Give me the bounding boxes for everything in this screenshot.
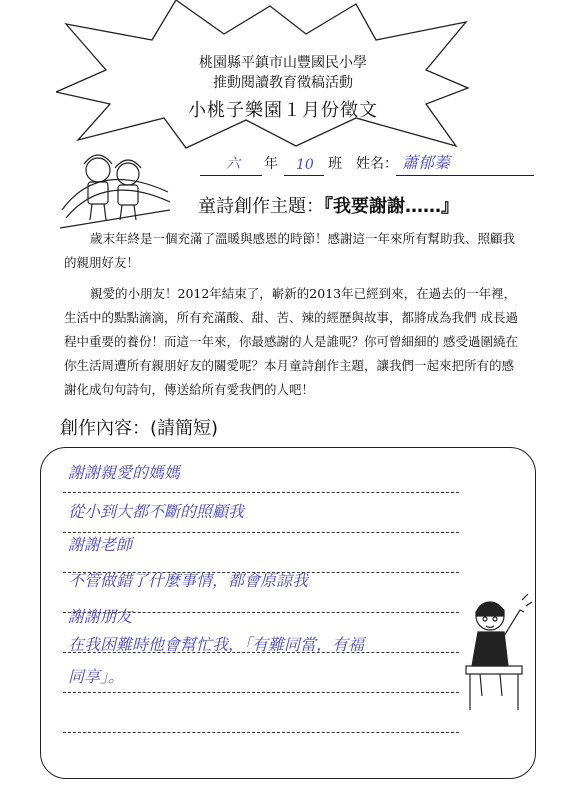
ruled-line	[63, 732, 459, 733]
ruled-line	[63, 692, 459, 693]
activity-name-line: 推動閱讀教育徵稿活動	[213, 75, 353, 91]
intro-paragraph-1-text: 歲末年終是一個充滿了溫暖與感恩的時節！感謝這一年來所有幫助我、照顧我的親朋好友！	[64, 231, 516, 270]
poem-line-6: 在我困難時他會幫忙我，「有難同當，有福	[68, 635, 365, 654]
poem-line-3: 謝謝老師	[68, 535, 133, 554]
intro-paragraph-2-text: 親愛的小朋友！2012年結束了，嶄新的2013年已經到來，在過去的一年裡，生活中的點點滴滴，所有充滿酸、甜、苦、辣的經歷與故事，都將成為我們 成長過程中重要的養份！而這一年來，你最感謝的人是誰呢？你可曾細細的 感受過圍繞在你生活周遭所有親朋好友的關愛呢？本月童詩創作主題，讓我們一起來把所有的感謝化成句句詩句，傳送給所有愛我們的人吧！	[64, 286, 518, 397]
intro-paragraph-1	[64, 227, 524, 275]
poetry-theme	[198, 192, 459, 218]
grade-label: 年	[264, 156, 278, 172]
student-writing-at-desk-illustration	[460, 586, 536, 716]
theme-title: 『我要謝謝……』	[324, 196, 459, 217]
poem-line-4: 不管做錯了什麼事情，都會原諒我	[68, 571, 309, 590]
class-underline	[284, 175, 324, 176]
student-name: 蕭郁蓁	[402, 153, 451, 172]
intro-paragraph-2	[64, 282, 524, 402]
class-label: 班	[328, 156, 342, 172]
theme-label: 童詩創作主題：	[198, 196, 324, 217]
content-label: 創作內容：(請簡短)	[60, 418, 219, 439]
poem-line-5: 謝謝朋友	[68, 607, 133, 626]
grade-underline	[200, 175, 262, 176]
grade-value: 六	[226, 156, 240, 172]
poem-line-7: 同享」。	[68, 667, 125, 686]
poem-line-2: 從小到大都不斷的照顧我	[68, 502, 245, 521]
school-name-line: 桃園縣平鎮市山豐國民小學	[199, 55, 367, 71]
ruled-line	[63, 492, 459, 493]
poem-line-1: 謝謝親愛的媽媽	[68, 463, 181, 482]
two-kids-on-bench-illustration	[58, 140, 173, 232]
class-value: 10	[296, 157, 314, 173]
event-title: 小桃子樂園１月份徵文	[188, 100, 378, 121]
name-label: 姓名：	[356, 156, 398, 172]
name-underline	[396, 175, 534, 176]
student-info-row	[200, 150, 540, 176]
